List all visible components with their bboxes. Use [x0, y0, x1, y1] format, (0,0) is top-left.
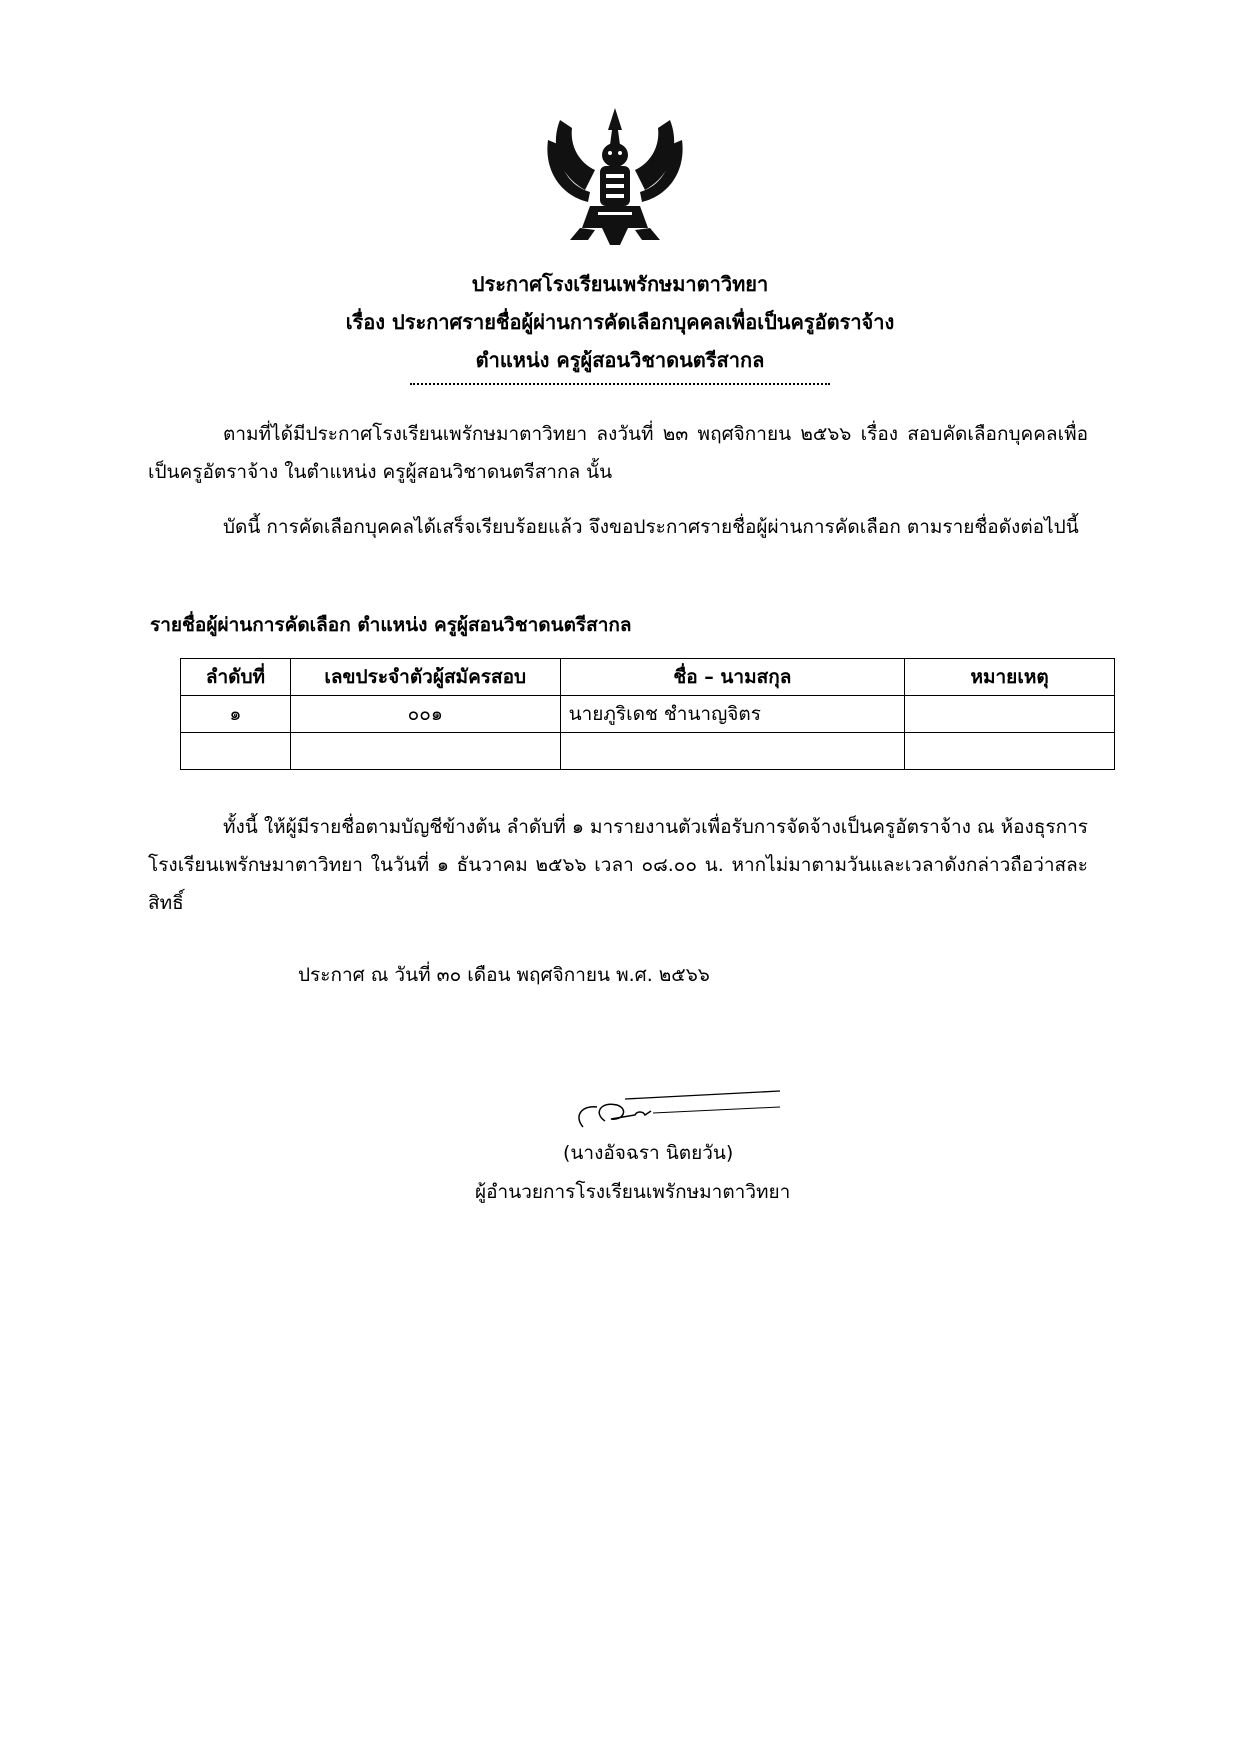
header-applicant-id: เลขประจำตัวผู้สมัครสอบ: [290, 659, 560, 696]
cell-order: ๑: [181, 696, 291, 733]
garuda-emblem: [540, 100, 690, 250]
reporting-paragraph: [148, 808, 1088, 922]
result-text: บัดนี้ การคัดเลือกบุคคลได้เสร็จเรียบร้อยแล้ว จึงขอประกาศรายชื่อผู้ผ่านการคัดเลือก ตามรายชื่อดังต่อไปนี้: [223, 516, 1079, 538]
cell-remarks: [905, 733, 1115, 770]
dotted-divider: [410, 383, 830, 385]
announcement-date: ประกาศ ณ วันที่ ๓๐ เดือน พฤศจิกายน พ.ศ. ๒๕๖๖: [298, 964, 710, 986]
table-row: [181, 733, 1115, 770]
cell-full-name: นายภูริเดช ชำนาญจิตร: [560, 696, 905, 733]
cell-applicant-id: ๐๐๑: [290, 696, 560, 733]
cell-remarks: [905, 696, 1115, 733]
handwritten-signature: [565, 1085, 785, 1135]
announcement-heading: ประกาศโรงเรียนเพรักษมาตาวิทยา: [471, 272, 769, 296]
cell-applicant-id: [290, 733, 560, 770]
cell-order: [181, 733, 291, 770]
result-paragraph: [148, 508, 1088, 546]
header-order: ลำดับที่: [181, 659, 291, 696]
intro-paragraph: [148, 415, 1088, 491]
header-remarks: หมายเหตุ: [905, 659, 1115, 696]
position-heading: ตำแหน่ง ครูผู้สอนวิชาดนตรีสากล: [475, 348, 765, 372]
cell-full-name: [560, 733, 905, 770]
reporting-text: ทั้งนี้ ให้ผู้มีรายชื่อตามบัญชีข้างต้น ลำดับที่ ๑ มารายงานตัวเพื่อรับการจัดจ้างเป็นครูอัตราจ้าง ณ ห้องธุรการ โรงเรียนเพรักษมาตาวิทยา ในวันที่ ๑ ธันวาคม ๒๕๖๖ เวลา ๐๘.๐๐ น. หากไม่มาตามวันและเวลาดังกล่าวถือว่าสละสิทธิ์: [148, 816, 1088, 914]
signer-title: ผู้อำนวยการโรงเรียนเพรักษมาตาวิทยา: [475, 1181, 791, 1203]
intro-text: ตามที่ได้มีประกาศโรงเรียนเพรักษมาตาวิทยา ลงวันที่ ๒๓ พฤศจิกายน ๒๕๖๖ เรื่อง สอบคัดเลือกบุคคลเพื่อเป็นครูอัตราจ้าง ในตำแหน่ง ครูผู้สอนวิชาดนตรีสากล นั้น: [148, 423, 1088, 483]
list-title: รายชื่อผู้ผ่านการคัดเลือก ตำแหน่ง ครูผู้สอนวิชาดนตรีสากล: [150, 614, 632, 636]
header-full-name: ชื่อ – นามสกุล: [560, 659, 905, 696]
table-header-row: [181, 659, 1115, 696]
selected-candidates-table: [180, 658, 1115, 770]
table-row: [181, 696, 1115, 733]
signer-name: (นางอัจฉรา นิตยวัน): [563, 1142, 734, 1164]
subject-heading: เรื่อง ประกาศรายชื่อผู้ผ่านการคัดเลือกบุคคลเพื่อเป็นครูอัตราจ้าง: [345, 310, 895, 334]
